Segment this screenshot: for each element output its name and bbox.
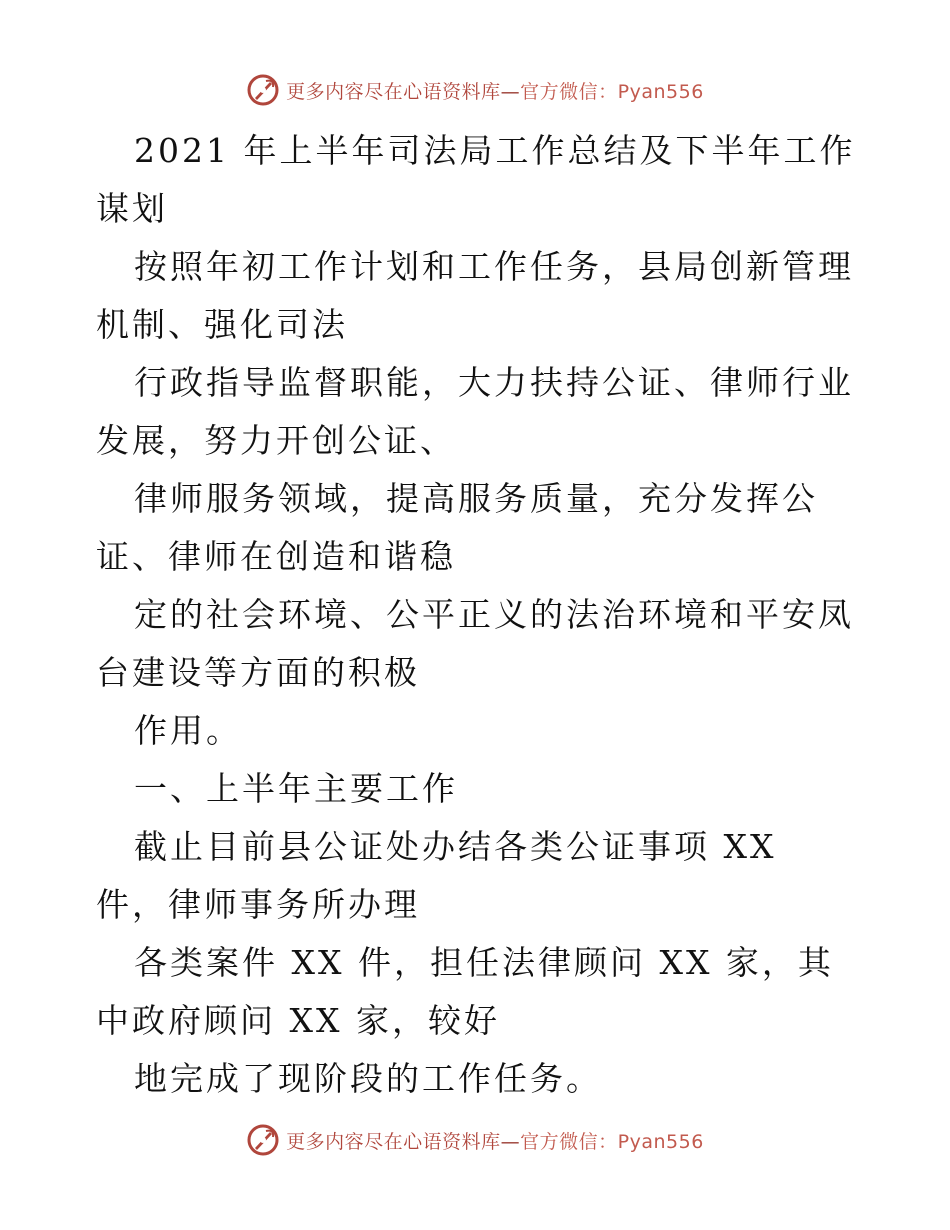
footer-watermark	[0, 1120, 950, 1160]
watermark-separator: —	[500, 80, 521, 103]
watermark-text	[286, 77, 704, 104]
watermark-text	[286, 1127, 704, 1154]
watermark-wechat-text: 官方微信：Pyan556	[520, 1130, 704, 1153]
paragraph: 律师服务领域，提高服务质量，充分发挥公证、律师在创造和谐稳	[96, 479, 818, 576]
document-body	[96, 122, 856, 1108]
quill-seal-icon	[246, 1123, 280, 1157]
paragraph: 行政指导监督职能，大力扶持公证、律师行业发展，努力开创公证、	[96, 363, 854, 460]
paragraph: 作用。	[134, 711, 242, 750]
watermark-separator: —	[500, 1130, 521, 1153]
paragraph: 各类案件 XX 件，担任法律顾问 XX 家，其中政府顾问 XX 家，较好	[96, 943, 834, 1040]
paragraph: 地完成了现阶段的工作任务。	[134, 1059, 602, 1098]
header-watermark	[0, 70, 950, 110]
watermark-wechat-text: 官方微信：Pyan556	[520, 80, 704, 103]
document-title: 2021 年上半年司法局工作总结及下半年工作谋划	[96, 131, 856, 228]
paragraph: 截止目前县公证处办结各类公证事项 XX 件，律师事务所办理	[96, 827, 777, 924]
watermark-site-text: 更多内容尽在心语资料库	[286, 1130, 501, 1153]
section-heading: 一、上半年主要工作	[134, 769, 458, 808]
paragraph: 按照年初工作计划和工作任务，县局创新管理机制、强化司法	[96, 247, 854, 344]
quill-seal-icon	[246, 73, 280, 107]
watermark-site-text: 更多内容尽在心语资料库	[286, 80, 501, 103]
paragraph: 定的社会环境、公平正义的法治环境和平安凤台建设等方面的积极	[96, 595, 854, 692]
